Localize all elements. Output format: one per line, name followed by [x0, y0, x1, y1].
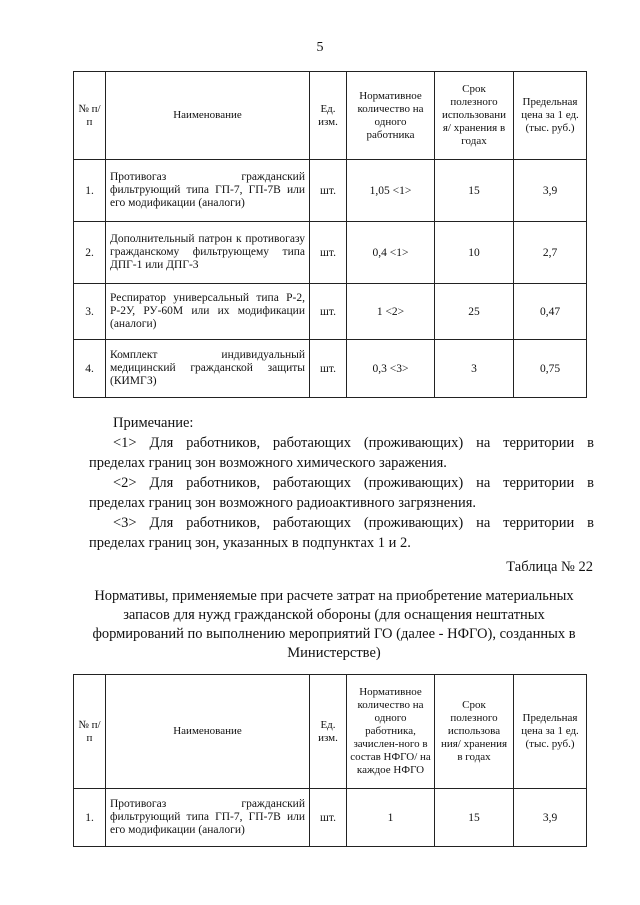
row-price: 0,75 [514, 340, 587, 398]
row-unit: шт. [310, 222, 347, 284]
header-unit: Ед. изм. [310, 72, 347, 160]
row-num: 1. [74, 789, 106, 847]
table-row [74, 340, 587, 398]
row-price: 3,9 [514, 789, 587, 847]
row-unit: шт. [310, 284, 347, 340]
row-num: 4. [74, 340, 106, 398]
table-row [74, 284, 587, 340]
row-qty: 1,05 <1> [347, 160, 435, 222]
table-caption [60, 587, 608, 663]
row-qty: 0,4 <1> [347, 222, 435, 284]
row-num: 1. [74, 160, 106, 222]
row-qty: 1 [347, 789, 435, 847]
page-number: 5 [316, 40, 324, 55]
note-3-rest: пределах границ зон, указанных в подпунктах 1 и 2. [89, 535, 411, 551]
row-num: 2. [74, 222, 106, 284]
header-unit: Ед. изм. [310, 675, 347, 789]
row-qty: 0,3 <3> [347, 340, 435, 398]
table-row [74, 222, 587, 284]
row-name: Респиратор универсальный типа Р-2, Р-2У, РУ-60М или их модификации (аналоги) [106, 284, 310, 340]
row-qty: 1 <2> [347, 284, 435, 340]
row-term: 15 [435, 789, 514, 847]
nfgo-table [73, 674, 587, 847]
caption-line: запасов для нужд гражданской обороны (для оснащения нештатных [123, 607, 545, 623]
note-2-rest: пределах границ зон возможного радиоактивного загрязнения. [89, 495, 477, 511]
header-name: Наименование [106, 72, 310, 160]
row-price: 0,47 [514, 284, 587, 340]
row-term: 10 [435, 222, 514, 284]
header-term: Срок полезного использова ния/ хранения в годах [435, 675, 514, 789]
notes-block [89, 413, 594, 553]
header-num: № п/п [74, 675, 106, 789]
row-name: Противогаз гражданский фильтрующий типа ГП-7, ГП-7В или его модификации (аналоги) [106, 160, 310, 222]
row-name: Противогаз гражданский фильтрующий типа ГП-7, ГП-7В или его модификации (аналоги) [106, 789, 310, 847]
equipment-table [73, 71, 587, 398]
table-row [74, 160, 587, 222]
row-term: 15 [435, 160, 514, 222]
row-unit: шт. [310, 340, 347, 398]
row-unit: шт. [310, 160, 347, 222]
header-price: Предельная цена за 1 ед. (тыс. руб.) [514, 72, 587, 160]
note-1-lead: <1> Для работников, работающих (проживающих) на территории в [113, 435, 594, 451]
row-name: Комплект индивидуальный медицинский гражданской защиты (КИМГЗ) [106, 340, 310, 398]
row-unit: шт. [310, 789, 347, 847]
row-term: 25 [435, 284, 514, 340]
header-num: № п/п [74, 72, 106, 160]
note-1-rest: пределах границ зон возможного химического заражения. [89, 455, 447, 471]
note-3-lead: <3> Для работников, работающих (проживающих) на территории в [113, 515, 594, 531]
note-2-lead: <2> Для работников, работающих (проживающих) на территории в [113, 475, 594, 491]
row-name: Дополнительный патрон к противогазу гражданскому фильтрующему типа ДПГ-1 или ДПГ-3 [106, 222, 310, 284]
row-price: 2,7 [514, 222, 587, 284]
header-qty: Нормативное количество на одного работника [347, 72, 435, 160]
table-header-row [74, 675, 587, 789]
row-term: 3 [435, 340, 514, 398]
header-price: Предельная цена за 1 ед. (тыс. руб.) [514, 675, 587, 789]
row-price: 3,9 [514, 160, 587, 222]
caption-line: формирований по выполнению мероприятий ГО (далее - НФГО), созданных в [92, 626, 576, 642]
row-num: 3. [74, 284, 106, 340]
header-name: Наименование [106, 675, 310, 789]
header-qty: Нормативное количество на одного работника, зачислен-ного в состав НФГО/ на каждое НФГО [347, 675, 435, 789]
table-number: Таблица № 22 [506, 559, 593, 575]
caption-line: Министерстве) [287, 645, 381, 661]
notes-title: Примечание: [113, 415, 194, 431]
caption-line: Нормативы, применяемые при расчете затрат на приобретение материальных [94, 588, 574, 604]
header-term: Срок полезного использовани я/ хранения в годах [435, 72, 514, 160]
table-row [74, 789, 587, 847]
table-header-row [74, 72, 587, 160]
